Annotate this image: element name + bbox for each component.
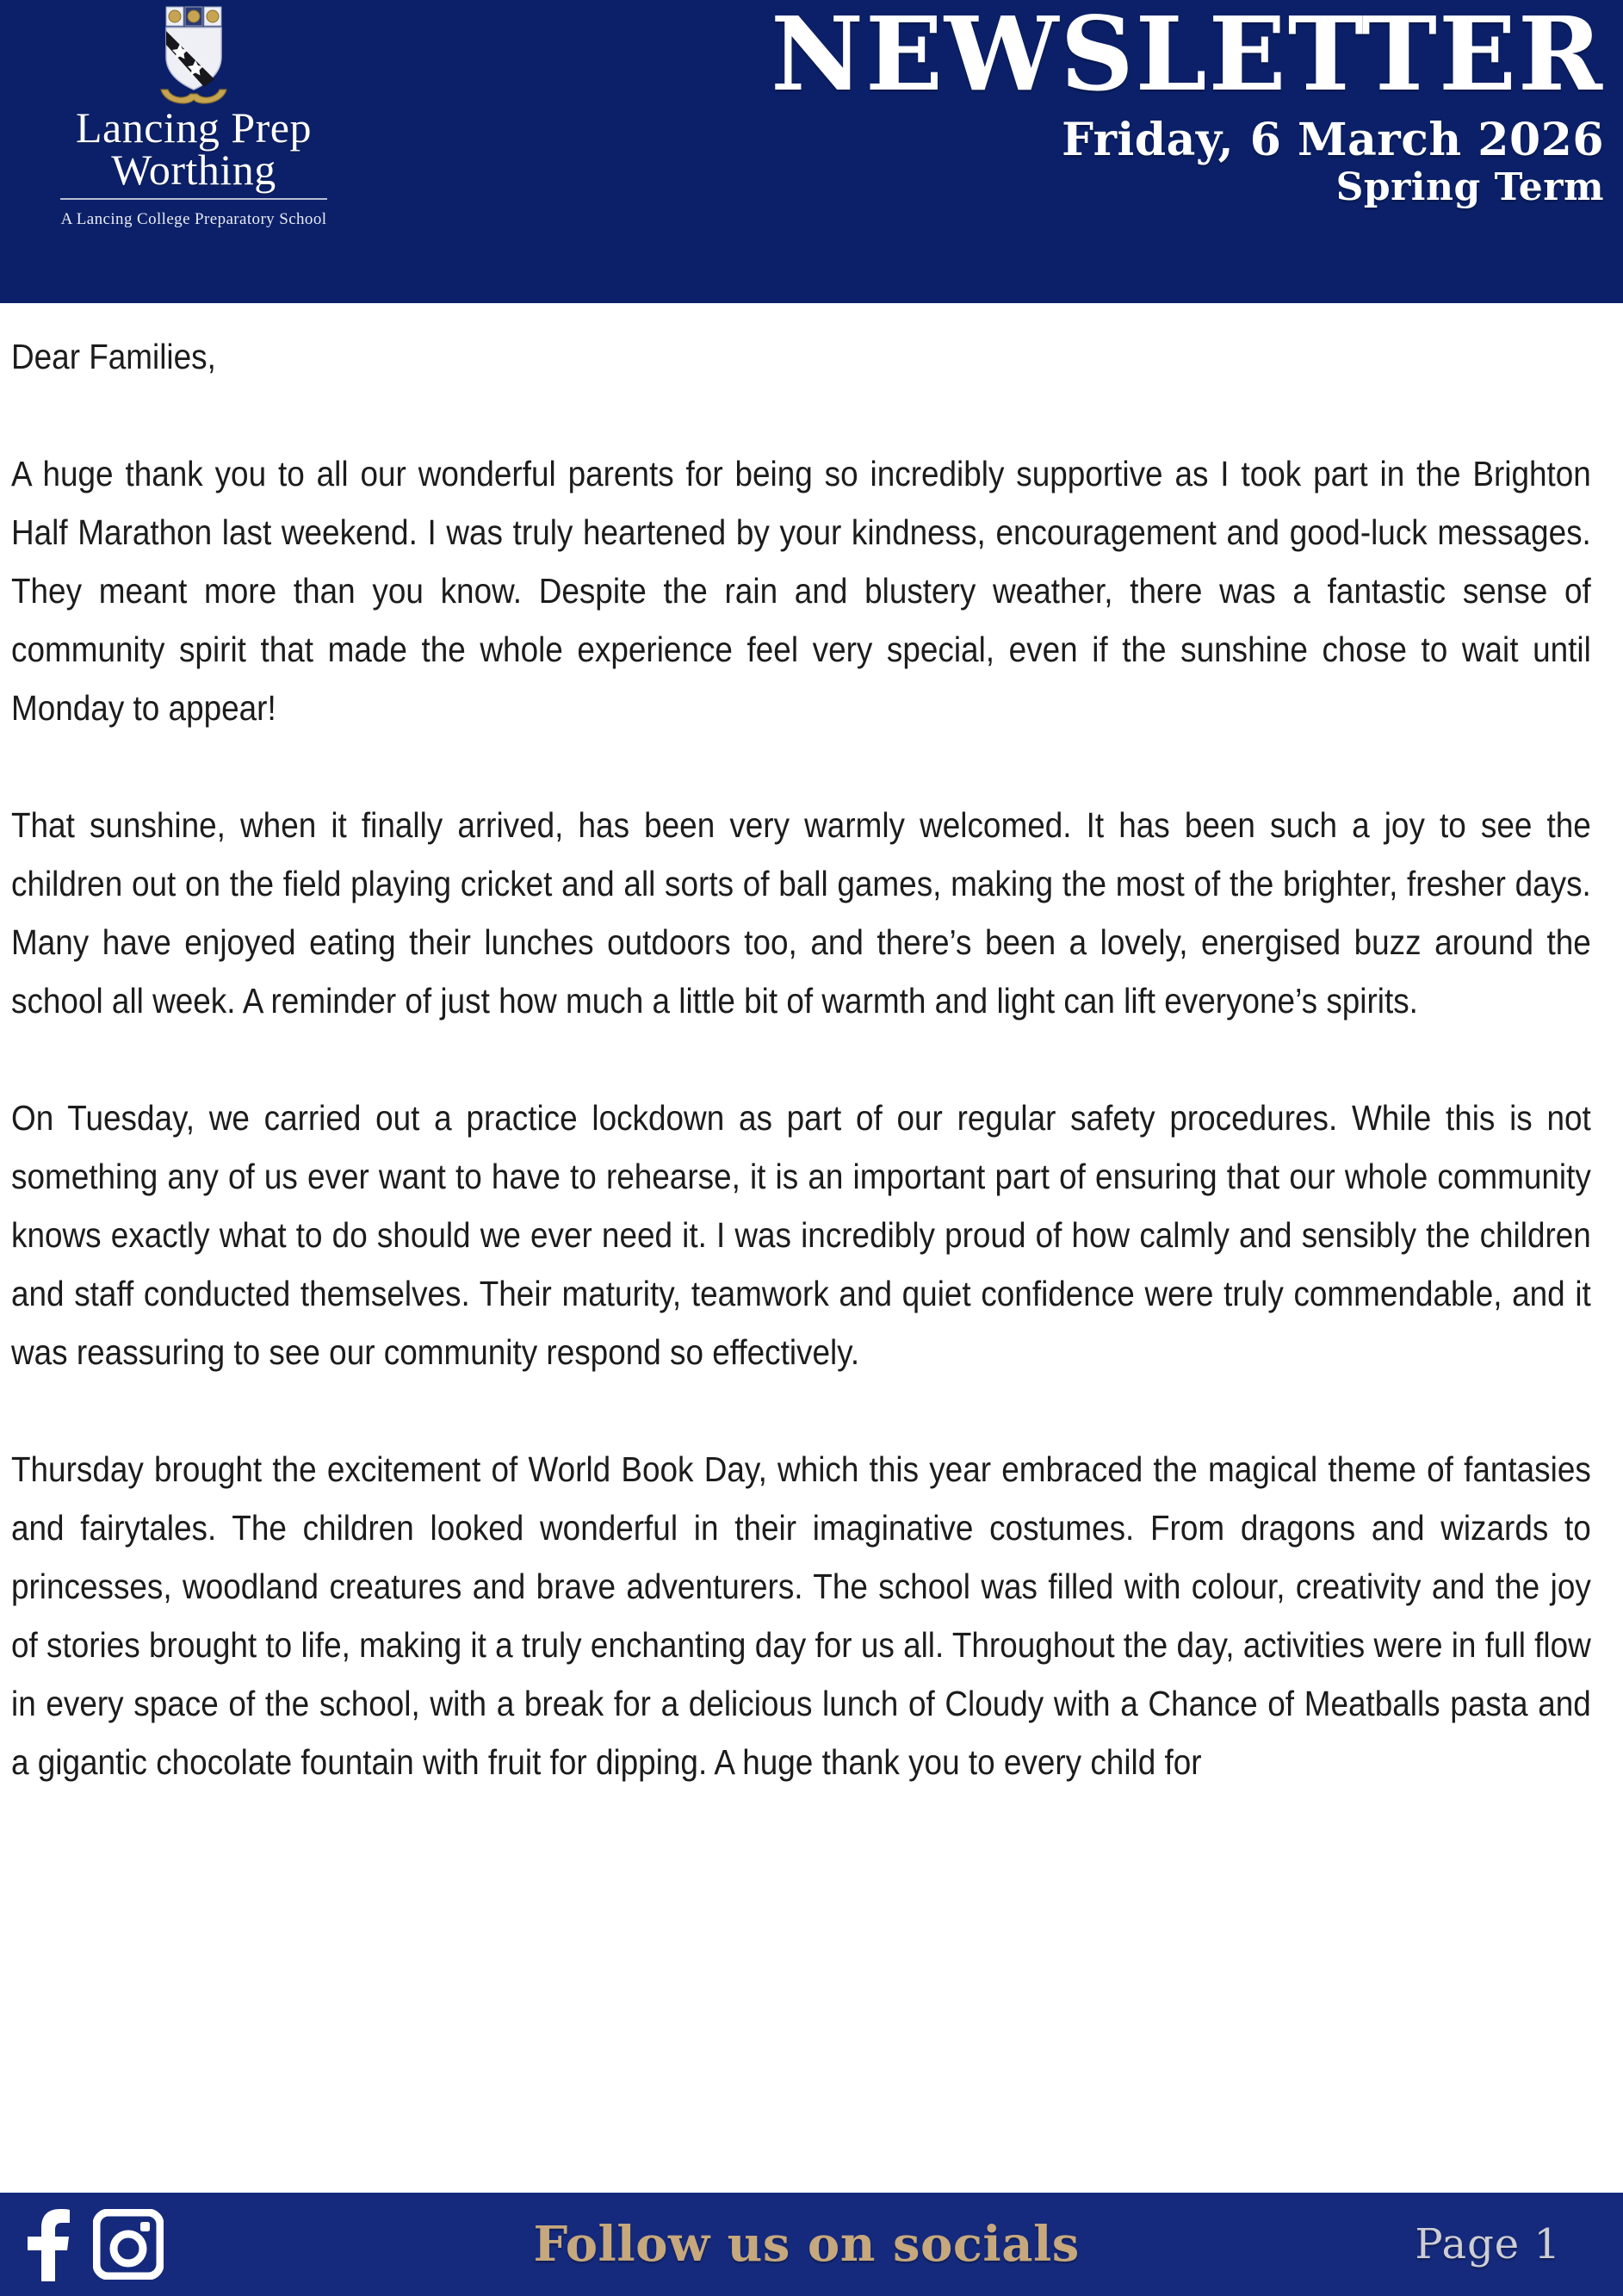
letter-paragraph: A huge thank you to all our wonderful parents for being so incredibly supportive as I took part in the Brighton Half Marathon last weekend. I was truly heartened by your kindness, encouragement and good-luck messages. They meant more than you know. Despite the rain and blustery weather, there was a fantastic sense of community spirit that made the whole experience feel very special, even if the sunshine chose to wait until Monday to appear! [11,454,1591,728]
letter-paragraph: That sunshine, when it finally arrived, has been very warmly welcomed. It has been such a joy to see the children out on the field playing cricket and all sorts of ball games, making the most of the brighter, fresher days. Many have enjoyed eating their lunches outdoors too, and there’s been a lovely, energised buzz around the school all week. A reminder of just how much a little bit of warmth and light can lift everyone’s spirits. [11,805,1591,1021]
newsletter-header [0,0,1623,303]
school-tagline: A Lancing College Preparatory School [60,210,327,228]
school-name-line1: Lancing Prep [76,103,312,152]
letter-paragraph: On Tuesday, we carried out a practice lockdown as part of our regular safety procedures. While this is not something any of us ever want to have to rehearse, it is an important part of ensuring that our whole community knows exactly what to do should we ever need it. I was incredibly proud of how calmly and sensibly the children and staff conducted themselves. Their maturity, teamwork and quiet confidence were truly commendable, and it was reassuring to see our community respond so effectively. [11,1098,1591,1372]
social-links [0,2207,164,2281]
salutation: Dear Families, [11,337,216,376]
page-number: Page 1 [1415,2220,1561,2268]
facebook-link[interactable] [22,2207,71,2281]
facebook-icon [22,2207,71,2281]
page-title: NEWSLETTER [771,0,1604,114]
issue-date: Friday, 6 March 2026 [1062,114,1604,166]
issue-term: Spring Term [1335,164,1604,209]
letter-paragraph: Thursday brought the excitement of World Book Day, which this year embraced the magical theme of fantasies and fairytales. The children looked wonderful in their imaginative costumes. From dragons and wizards to princesses, woodland creatures and brave adventurers. The school was filled with colour, creativity and the joy of stories brought to life, making it a truly enchanting day for us all. Throughout the day, activities were in full flow in every space of the school, with a break for a delicious lunch of Cloudy with a Chance of Meatballs pasta and a gigantic chocolate fountain with fruit for dipping. A huge thank you to every child for [11,1449,1591,1782]
school-name [76,103,312,194]
instagram-icon [93,2209,164,2280]
newsletter-footer [0,2193,1623,2296]
header-title-block [387,0,1623,303]
school-name-line2: Worthing [111,146,276,194]
follow-us-label: Follow us on socials [533,2216,1080,2273]
school-crest-icon [149,3,238,105]
instagram-link[interactable] [93,2209,164,2280]
letter-body [0,303,1623,2193]
school-logo [0,0,387,303]
logo-divider [60,198,327,200]
